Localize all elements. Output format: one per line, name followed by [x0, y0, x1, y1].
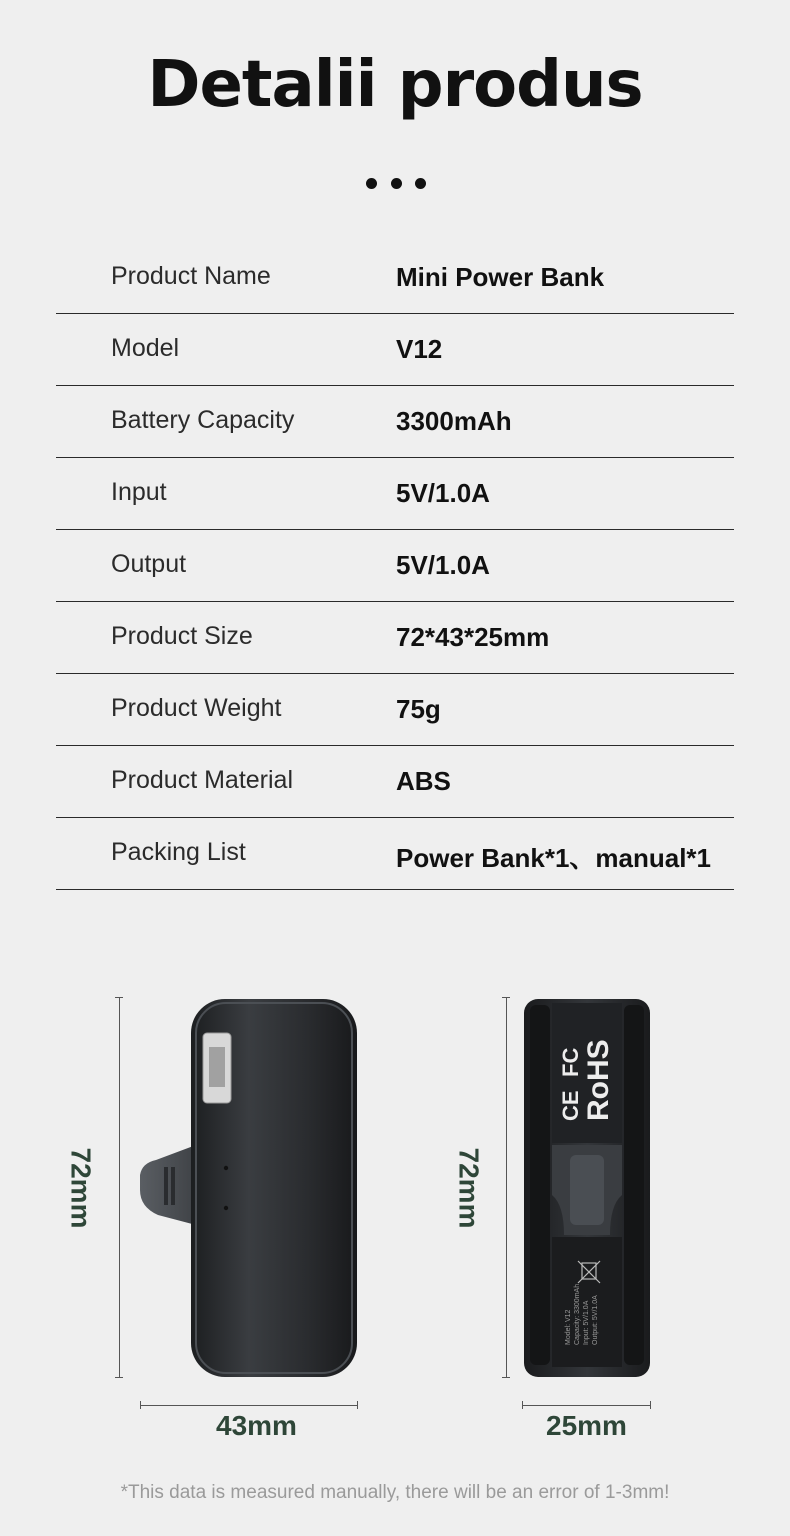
side-width-dimension-line	[522, 1405, 651, 1406]
front-width-tick-right	[357, 1401, 358, 1409]
spec-label: Product Weight	[111, 694, 282, 722]
side-width-tick-right	[650, 1401, 651, 1409]
side-width-label: 25mm	[546, 1410, 627, 1441]
spec-table	[56, 242, 734, 890]
spec-row-output	[56, 530, 734, 602]
spec-value: V12	[396, 334, 443, 364]
svg-text:CE: CE	[558, 1090, 583, 1121]
spec-row-model	[56, 314, 734, 386]
side-width-tick-left	[522, 1401, 523, 1409]
power-bank-side-image	[520, 995, 654, 1380]
spec-value: 75g	[396, 694, 441, 724]
svg-text:Capacity: 3300mAh: Capacity: 3300mAh	[574, 1283, 581, 1345]
spec-value: 72*43*25mm	[396, 622, 550, 652]
decorative-dots	[366, 178, 426, 192]
spec-label: Output	[111, 550, 187, 578]
front-height-tick-top	[115, 997, 123, 998]
spec-row-packing-list	[56, 818, 734, 890]
spec-row-product-size	[56, 602, 734, 674]
spec-value: 5V/1.0A	[396, 550, 490, 580]
svg-text:RoHS: RoHS	[582, 1039, 615, 1121]
spec-row-battery-capacity	[56, 386, 734, 458]
measurement-note: *This data is measured manually, there will be an error of 1-3mm!	[120, 1482, 670, 1503]
spec-value: ABS	[396, 766, 451, 796]
svg-text:Output: 5V/1.0A: Output: 5V/1.0A	[592, 1295, 599, 1345]
spec-row-product-name	[56, 242, 734, 314]
front-height-label: 72mm	[65, 1147, 97, 1229]
spec-label: Input	[111, 478, 167, 506]
front-width-tick-left	[140, 1401, 141, 1409]
side-height-dimension-line	[506, 997, 507, 1377]
svg-text:FC: FC	[558, 1047, 583, 1077]
side-height-tick-bottom	[502, 1377, 510, 1378]
spec-value: Power Bank*1、manual*1	[396, 843, 712, 873]
spec-label: Product Name	[111, 262, 271, 290]
svg-text:Input: 5V/1.0A: Input: 5V/1.0A	[583, 1300, 590, 1345]
spec-row-product-weight	[56, 674, 734, 746]
svg-text:Model: V12: Model: V12	[565, 1309, 572, 1345]
spec-value: 5V/1.0A	[396, 478, 490, 508]
spec-label: Packing List	[111, 838, 246, 866]
spec-label: Product Size	[111, 622, 253, 650]
front-width-dimension-line	[140, 1405, 358, 1406]
spec-label: Product Material	[111, 766, 294, 794]
spec-value: 3300mAh	[396, 406, 512, 436]
side-height-label: 72mm	[453, 1147, 485, 1229]
spec-row-product-material	[56, 746, 734, 818]
spec-label: Model	[111, 334, 180, 362]
spec-value: Mini Power Bank	[396, 262, 605, 292]
front-height-tick-bottom	[115, 1377, 123, 1378]
side-height-tick-top	[502, 997, 510, 998]
spec-row-input	[56, 458, 734, 530]
power-bank-front-image	[136, 995, 362, 1380]
spec-label: Battery Capacity	[111, 406, 295, 434]
page-title: Detalii produs	[147, 48, 643, 122]
front-width-label: 43mm	[216, 1410, 297, 1441]
front-height-dimension-line	[119, 997, 120, 1377]
